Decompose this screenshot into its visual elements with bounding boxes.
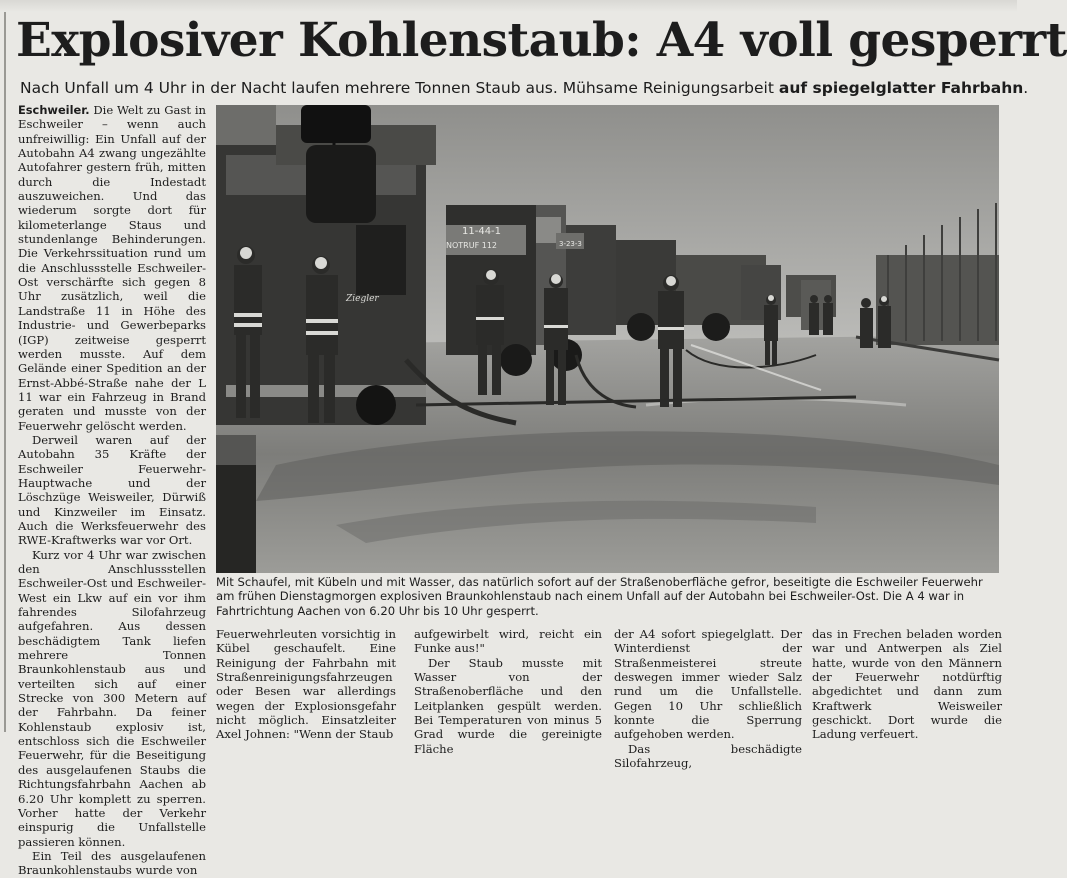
article-photo [216,105,999,573]
article-headline: Explosiver Kohlenstaub: A4 voll gesperrt [16,13,1067,68]
article-paragraph: der A4 sofort spiegelglatt. Der Winterdienst der Straßenmeisterei streute deswegen immer wieder Salz rund um die Unfallstelle. Gegen 10 Uhr schließlich konnte die Sperrung aufgehoben werden. [614,627,802,742]
article-paragraph: Derweil waren auf der Autobahn 35 Kräfte der Eschweiler Feuerwehr-Hauptwache und der Löschzüge Weisweiler, Dürwiß und Kinzweiler im Einsatz. Auch die Werksfeuerwehr des RWE-Kraftwerks war vor Ort. [18,432,206,548]
article-column-3 [414,627,602,756]
paragraph-text: Die Welt zu Gast in Eschweiler – wenn auch unfreiwillig: Ein Unfall auf der Autobahn A4 zwang ungezählte Autofahrer gestern früh, mitten durch die Indestadt auszuweichen. Und das wiederum sorgte dort für kilometerlange Staus und stundenlange Behinderungen. Die Verkehrssituation rund um die Anschlussstelle Eschweiler-Ost verschärfte sich gegen 8 Uhr zusätzlich, weil die Landstraße 11 in Höhe des Industrie- und Gewerbeparks (IGP) zeitweise gesperrt werden musste. Auf dem Gelände einer Spedition an der Ernst-Abbé-Straße nahe der L 11 war ein Fahrzeug in Brand geraten und musste von der Feuerwehr gelöscht werden. [18,103,206,433]
article-paragraph: Ein Teil des ausgelaufenen Braunkohlenstaubs wurde von [18,848,206,878]
article-paragraph: Das beschädigte Silofahrzeug, [614,741,802,771]
article-paragraph: Der Staub musste mit Wasser von der Straßenoberfläche und den Leitplanken gespült werden. Bei Temperaturen von minus 5 Grad wurde die gereinigte Fläche [414,655,602,756]
subhead-end: . [1023,79,1029,97]
truck-brand-label: Ziegler [346,294,379,304]
truck-plate-label: 11-44-1 [462,226,502,237]
article-paragraph: Kurz vor 4 Uhr war zwischen den Anschlussstellen Eschweiler-Ost und Eschweiler-West ein Lkw auf ein vor ihm fahrendes Silofahrzeug aufgefahren. Aus dessen beschädigtem Tank liefen mehrere Tonnen Braunkohlenstaub aus und verteilten sich auf einer Strecke von 300 Metern auf der Fahrbahn. Da feiner Kohlenstaub explosiv ist, entschloss sich die Eschweiler Feuerwehr, für die Beseitigung des ausgelaufenen Staubs die Richtungsfahrbahn Aachen ab 6.20 Uhr komplett zu sperren. Vorher hatte der Verkehr einspurig die Unfallstelle passieren können. [18,547,206,849]
column-rule [4,12,6,732]
article-column-5 [812,627,1002,742]
subhead-text: Nach Unfall um 4 Uhr in der Nacht laufen mehrere Tonnen Staub aus. Mühsame Reinigungsarbeit [20,79,779,97]
truck2-plate-label: 3-23-3 [559,240,582,248]
fire-brigade-scene-image [216,105,999,573]
article-column-2 [216,627,396,742]
article-paragraph: Feuerwehrleuten vorsichtig in Kübel geschaufelt. Eine Reinigung der Fahrbahn mit Straßenreinigungsfahrzeugen oder Besen war allerdings wegen der Explosionsgefahr nicht möglich. Einsatzleiter Axel Johnen: "Wenn der Staub [216,627,396,742]
article-column-1 [18,103,206,878]
article-paragraph [18,103,206,433]
article-paragraph: aufgewirbelt wird, reicht ein Funke aus!" [414,627,602,656]
article-column-4 [614,627,802,771]
article-subhead [20,76,1029,100]
dateline: Eschweiler. [18,103,90,117]
photo-caption: Mit Schaufel, mit Kübeln und mit Wasser, das natürlich sofort auf der Straßenoberfläche gefror, beseitigte die Eschweiler Feuerwehr am frühen Dienstagmorgen explosiven Braunkohlenstaub nach einem Unfall auf der Autobahn bei Eschweiler-Ost. Die A 4 war in Fahrtrichtung Aachen von 6.20 Uhr bis 10 Uhr gesperrt. [216,575,983,618]
article-paragraph: das in Frechen beladen worden war und Antwerpen als Ziel hatte, wurde von den Männern der Feuerwehr notdürftig abgedichtet und dann zum Kraftwerk Weisweiler geschickt. Dort wurde die Ladung verfeuert. [812,627,1002,742]
truck-emergency-sign: NOTRUF 112 [446,241,497,250]
subhead-emphasis: auf spiegelglatter Fahrbahn [778,79,1024,97]
